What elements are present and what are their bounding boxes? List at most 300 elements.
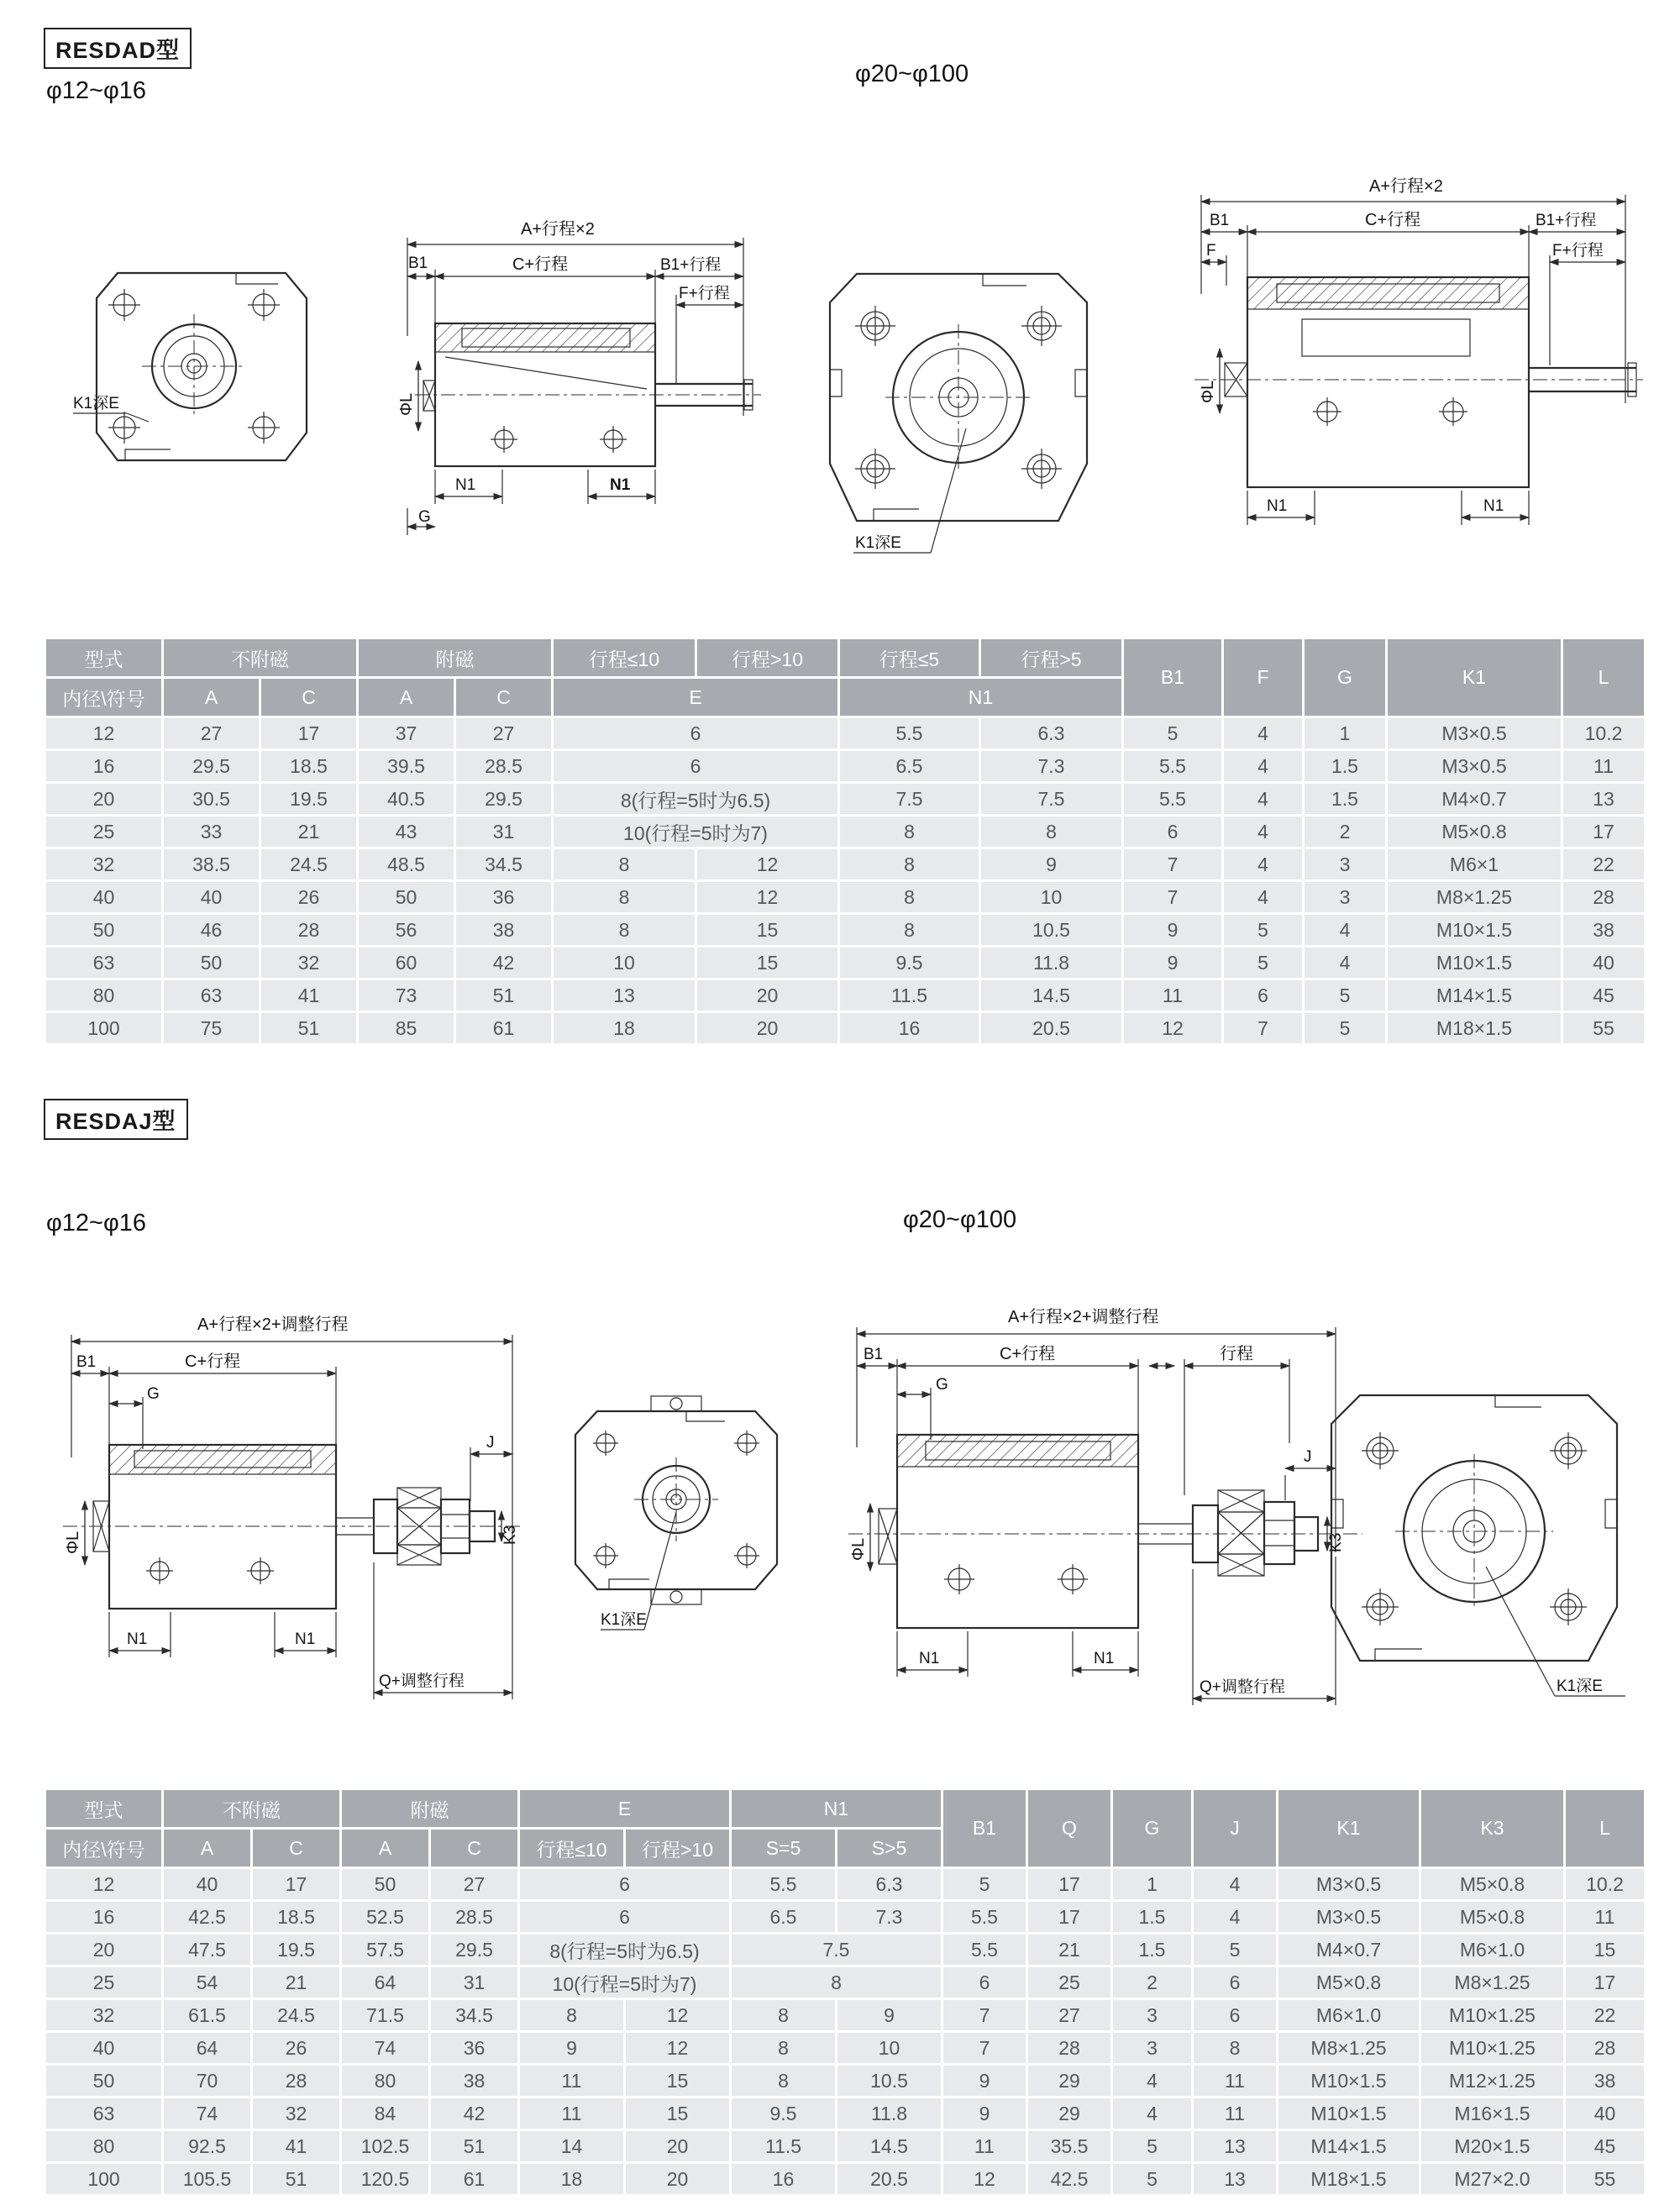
table-cell: 12 — [46, 718, 161, 748]
table-cell: 92.5 — [164, 2131, 250, 2161]
table-cell: 5 — [943, 1869, 1026, 1899]
table-cell: 56 — [359, 915, 454, 945]
table-cell: 8 — [732, 2033, 835, 2063]
col-header-stroke-gt10: 行程>10 — [697, 639, 837, 676]
dim-j: J — [486, 1434, 495, 1452]
table-cell: 11 — [1566, 1902, 1644, 1932]
table-cell: 4 — [1224, 718, 1302, 748]
table-cell: 38 — [431, 2066, 517, 2096]
table-cell: M4×0.7 — [1278, 1935, 1419, 1965]
table-cell: M6×1 — [1388, 849, 1561, 879]
table-cell: 40 — [1563, 948, 1644, 978]
dim-phi-l: ΦL — [64, 1531, 82, 1554]
table-cell: 1.5 — [1305, 751, 1385, 781]
table-cell: M10×1.25 — [1421, 2033, 1563, 2063]
table-cell: 55 — [1566, 2164, 1644, 2194]
col-header-q: Q — [1028, 1790, 1110, 1867]
table-cell: 3 — [1113, 2000, 1191, 2030]
table-cell: 16 — [840, 1013, 979, 1043]
table-cell: 38.5 — [164, 849, 259, 879]
table-cell: 8 — [554, 849, 695, 879]
dim-a-adjust: A+行程×2+调整行程 — [197, 1315, 349, 1334]
table-cell: 8 — [554, 882, 695, 912]
table-cell: 5 — [1194, 1935, 1276, 1965]
table-row — [46, 2000, 1644, 2030]
table-cell: 2 — [1113, 1967, 1191, 1998]
col-header-e: E — [554, 679, 837, 716]
table-cell: M5×0.8 — [1278, 1967, 1419, 1998]
table-cell: 42 — [456, 948, 551, 978]
table-cell: M10×1.5 — [1388, 915, 1561, 945]
table-cell: 28 — [1566, 2033, 1644, 2063]
table-cell: 20 — [626, 2164, 729, 2194]
table-cell: 5.5 — [732, 1869, 835, 1899]
dim-n1-right: N1 — [610, 476, 631, 494]
table-cell: 28.5 — [431, 1902, 517, 1932]
table-cell: 14 — [520, 2131, 623, 2161]
table-cell: M10×1.25 — [1421, 2000, 1563, 2030]
table-cell: 11 — [1124, 980, 1221, 1011]
dim-n1-right: N1 — [1094, 1650, 1115, 1667]
table-cell: 16 — [46, 751, 161, 781]
resdad-front-view-large — [806, 252, 1126, 580]
table-cell: 15 — [1566, 1935, 1644, 1965]
table-cell: 1.5 — [1113, 1902, 1191, 1932]
table-cell: 7 — [1224, 1013, 1302, 1043]
table-cell: 21 — [1028, 1935, 1110, 1965]
table-cell: M18×1.5 — [1278, 2164, 1419, 2194]
table-row — [46, 915, 1644, 945]
table-cell: 38 — [456, 915, 551, 945]
table-cell: 6.3 — [837, 1869, 941, 1899]
table-cell: 8 — [732, 2066, 835, 2096]
dim-f: F — [1206, 242, 1216, 260]
table-cell: 50 — [359, 882, 454, 912]
table-cell: 9 — [520, 2033, 623, 2063]
dim-a-stroke2: A+行程×2 — [521, 220, 595, 239]
table-cell: 5 — [1305, 980, 1385, 1011]
table-cell: 7.5 — [981, 784, 1121, 814]
dim-n1-right: N1 — [295, 1630, 316, 1648]
col-header-type: 型式 — [46, 1790, 161, 1827]
table-cell: 4 — [1305, 915, 1385, 945]
table-cell: 47.5 — [164, 1935, 250, 1965]
col-header-b1: B1 — [943, 1790, 1026, 1867]
table-cell: M3×0.5 — [1388, 751, 1561, 781]
table-cell: 8 — [1194, 2033, 1276, 2063]
table-cell: 10.5 — [981, 915, 1121, 945]
table-cell: 64 — [342, 1967, 428, 1998]
table-cell: 11 — [1563, 751, 1644, 781]
resdad-side-view-large — [1176, 151, 1646, 554]
table-cell: 8 — [520, 2000, 623, 2030]
bore-range-large: φ20~φ100 — [855, 60, 969, 87]
table-cell: 32 — [253, 2098, 339, 2129]
table-cell: 64 — [164, 2033, 250, 2063]
table-cell: 10(行程=5时为7) — [520, 1967, 729, 1998]
table-cell: 14.5 — [837, 2131, 941, 2161]
table-row — [46, 1013, 1644, 1043]
table-cell: 12 — [697, 849, 837, 879]
table-cell: 18.5 — [261, 751, 356, 781]
table-cell: 19.5 — [253, 1935, 339, 1965]
table-cell: 13 — [1194, 2164, 1276, 2194]
table-cell: 20 — [697, 1013, 837, 1043]
table-cell: 32 — [46, 849, 161, 879]
table-row — [46, 948, 1644, 978]
table-cell: 41 — [261, 980, 356, 1011]
dim-phi-l: ΦL — [1199, 380, 1217, 403]
col-header-stroke-gt5: 行程>5 — [981, 639, 1121, 676]
bore-range-large: φ20~φ100 — [903, 1206, 1017, 1233]
table-cell: 9.5 — [840, 948, 979, 978]
table-cell: 13 — [554, 980, 695, 1011]
col-header-s-eq5: S=5 — [732, 1830, 835, 1867]
dim-c-stroke: C+行程 — [1365, 211, 1421, 229]
table-cell: 42.5 — [1028, 2164, 1110, 2194]
table-cell: 42 — [431, 2098, 517, 2129]
dim-g: G — [936, 1376, 948, 1394]
dim-a-stroke2: A+行程×2 — [1369, 177, 1443, 196]
table-row — [46, 1935, 1644, 1965]
table-cell: 63 — [164, 980, 259, 1011]
table-cell: 6.3 — [981, 718, 1121, 748]
col-header-a: A — [359, 679, 454, 716]
dim-phi-l: ΦL — [397, 392, 416, 416]
col-header-g: G — [1113, 1790, 1191, 1867]
table-cell: 9 — [1124, 915, 1221, 945]
table-cell: 85 — [359, 1013, 454, 1043]
table-cell: 11.8 — [837, 2098, 941, 2129]
dim-g: G — [147, 1385, 160, 1403]
table-cell: M6×1.0 — [1421, 1935, 1563, 1965]
table-cell: 27 — [456, 718, 551, 748]
table-cell: 11 — [1194, 2066, 1276, 2096]
table-cell: 29 — [1028, 2098, 1110, 2129]
k1-depth-label: K1深E — [1557, 1678, 1603, 1695]
table-cell: 16 — [46, 1902, 161, 1932]
resdad-dimension-table — [44, 637, 1646, 1046]
table-cell: 4 — [1224, 816, 1302, 847]
dim-b1: B1 — [76, 1353, 97, 1371]
table-row — [46, 2098, 1644, 2129]
table-row — [46, 718, 1644, 748]
table-cell: 61.5 — [164, 2000, 250, 2030]
col-header-no-magnet: 不附磁 — [164, 639, 356, 676]
table-cell: 61 — [431, 2164, 517, 2194]
dim-q-adjust: Q+调整行程 — [1200, 1678, 1285, 1696]
table-cell: M8×1.25 — [1278, 2033, 1419, 2063]
col-header-stroke-le10: 行程≤10 — [520, 1830, 623, 1867]
table-cell: 9 — [981, 849, 1121, 879]
resdad-front-view-small — [71, 252, 332, 512]
table-cell: 24.5 — [261, 849, 356, 879]
table-cell: 11 — [520, 2066, 623, 2096]
table-cell: M6×1.0 — [1278, 2000, 1419, 2030]
table-cell: 32 — [46, 2000, 161, 2030]
table-cell: 38 — [1563, 915, 1644, 945]
table-cell: 8 — [554, 915, 695, 945]
table-cell: 51 — [456, 980, 551, 1011]
table-cell: 10.2 — [1566, 1869, 1644, 1899]
table-cell: 100 — [46, 1013, 161, 1043]
table-cell: 28.5 — [456, 751, 551, 781]
table-cell: M18×1.5 — [1388, 1013, 1561, 1043]
table-cell: 25 — [1028, 1967, 1110, 1998]
table-cell: 4 — [1224, 882, 1302, 912]
col-header-n1: N1 — [840, 679, 1121, 716]
table-cell: M5×0.8 — [1421, 1869, 1563, 1899]
table-cell: 5 — [1224, 948, 1302, 978]
table-cell: 18.5 — [253, 1902, 339, 1932]
table-cell: M5×0.8 — [1421, 1902, 1563, 1932]
table-cell: 28 — [1563, 882, 1644, 912]
table-cell: M16×1.5 — [1421, 2098, 1563, 2129]
dim-n1-right: N1 — [1483, 497, 1504, 515]
table-cell: M10×1.5 — [1278, 2066, 1419, 2096]
table-cell: 57.5 — [342, 1935, 428, 1965]
table-cell: M27×2.0 — [1421, 2164, 1563, 2194]
dim-c-stroke: C+行程 — [185, 1352, 241, 1371]
table-cell: 5 — [1305, 1013, 1385, 1043]
table-cell: 28 — [261, 915, 356, 945]
bore-range-small: φ12~φ16 — [46, 77, 147, 104]
col-header-c: C — [431, 1830, 517, 1867]
k1-depth-label: K1深E — [73, 395, 119, 412]
table-cell: 40 — [164, 882, 259, 912]
table-cell: 20.5 — [981, 1013, 1121, 1043]
col-header-a: A — [164, 679, 259, 716]
table-cell: 15 — [697, 948, 837, 978]
resdaj-side-view-small — [46, 1281, 533, 1739]
table-cell: 22 — [1563, 849, 1644, 879]
col-header-bore: 内径\符号 — [46, 679, 161, 716]
table-cell: 40 — [46, 882, 161, 912]
table-cell: 27 — [1028, 2000, 1110, 2030]
table-cell: 5 — [1124, 718, 1221, 748]
table-cell: 18 — [554, 1013, 695, 1043]
table-cell: M14×1.5 — [1278, 2131, 1419, 2161]
col-header-f: F — [1224, 639, 1302, 716]
dim-n1-left: N1 — [455, 476, 476, 494]
table-cell: 5 — [1224, 915, 1302, 945]
col-header-l: L — [1563, 639, 1644, 716]
resdad-side-view-small — [378, 189, 764, 567]
table-cell: 61 — [456, 1013, 551, 1043]
table-cell: 38 — [1566, 2066, 1644, 2096]
k1-depth-label: K1深E — [855, 534, 901, 552]
table-cell: 39.5 — [359, 751, 454, 781]
table-cell: 10 — [837, 2033, 941, 2063]
table-cell: 12 — [626, 2000, 729, 2030]
table-cell: 12 — [697, 882, 837, 912]
table-cell: 7.3 — [837, 1902, 941, 1932]
table-cell: 7.3 — [981, 751, 1121, 781]
dim-g: G — [418, 508, 431, 526]
table-cell: 8 — [840, 915, 979, 945]
dim-f-stroke: F+行程 — [1552, 242, 1604, 260]
table-cell: 21 — [253, 1967, 339, 1998]
table-cell: 4 — [1305, 948, 1385, 978]
table-cell: 6 — [554, 718, 837, 748]
table-cell: 25 — [46, 816, 161, 847]
table-cell: 45 — [1566, 2131, 1644, 2161]
col-header-n1: N1 — [732, 1790, 941, 1827]
table-cell: 28 — [1028, 2033, 1110, 2063]
table-cell: 17 — [1028, 1902, 1110, 1932]
table-cell: 5.5 — [1124, 751, 1221, 781]
table-row — [46, 2033, 1644, 2063]
col-header-a: A — [164, 1830, 250, 1867]
table-cell: 7.5 — [840, 784, 979, 814]
col-header-c: C — [456, 679, 551, 716]
dim-a-adjust: A+行程×2+调整行程 — [1008, 1308, 1159, 1326]
table-row — [46, 1967, 1644, 1998]
col-header-j: J — [1194, 1790, 1276, 1867]
table-cell: 14.5 — [981, 980, 1121, 1011]
table-cell: 100 — [46, 2164, 161, 2194]
table-cell: 34.5 — [431, 2000, 517, 2030]
table-cell: 9 — [943, 2066, 1026, 2096]
table-cell: 4 — [1194, 1869, 1276, 1899]
table-cell: 6 — [554, 751, 837, 781]
table-cell: 1 — [1113, 1869, 1191, 1899]
table-cell: 63 — [46, 2098, 161, 2129]
table-cell: 4 — [1224, 784, 1302, 814]
dim-b1: B1 — [864, 1346, 884, 1363]
col-header-bore: 内径\符号 — [46, 1830, 161, 1867]
table-cell: 52.5 — [342, 1902, 428, 1932]
table-cell: 20 — [46, 1935, 161, 1965]
table-cell: 9.5 — [732, 2098, 835, 2129]
table-cell: 6.5 — [732, 1902, 835, 1932]
table-cell: 4 — [1224, 751, 1302, 781]
table-row — [46, 2066, 1644, 2096]
table-cell: 3 — [1113, 2033, 1191, 2063]
table-cell: 4 — [1113, 2066, 1191, 2096]
table-cell: 120.5 — [342, 2164, 428, 2194]
table-cell: 8(行程=5时为6.5) — [520, 1935, 729, 1965]
table-cell: 10(行程=5时为7) — [554, 816, 837, 847]
table-cell: 1 — [1305, 718, 1385, 748]
table-cell: 50 — [164, 948, 259, 978]
table-cell: 20 — [626, 2131, 729, 2161]
table-cell: 30.5 — [164, 784, 259, 814]
table-row — [46, 2164, 1644, 2194]
table-cell: 10 — [554, 948, 695, 978]
col-header-a: A — [342, 1830, 428, 1867]
table-cell: 6 — [1224, 980, 1302, 1011]
dim-b1-stroke: B1+行程 — [1536, 212, 1597, 229]
table-cell: 70 — [164, 2066, 250, 2096]
table-cell: 37 — [359, 718, 454, 748]
table-cell: 73 — [359, 980, 454, 1011]
table-cell: 21 — [261, 816, 356, 847]
table-cell: M14×1.5 — [1388, 980, 1561, 1011]
col-header-stroke-gt10: 行程>10 — [626, 1830, 729, 1867]
table-cell: 36 — [456, 882, 551, 912]
dim-q-adjust: Q+调整行程 — [379, 1672, 465, 1690]
table-cell: 11 — [943, 2131, 1026, 2161]
table-cell: 20 — [46, 784, 161, 814]
table-cell: 102.5 — [342, 2131, 428, 2161]
table-row — [46, 882, 1644, 912]
table-cell: 11.8 — [981, 948, 1121, 978]
table-cell: 26 — [261, 882, 356, 912]
table-cell: 15 — [626, 2066, 729, 2096]
table-cell: 5.5 — [943, 1935, 1026, 1965]
table-row — [46, 1902, 1644, 1932]
table-cell: 12 — [626, 2033, 729, 2063]
dim-k3: K3 — [501, 1525, 519, 1545]
resdaj-front-view-small — [550, 1386, 802, 1646]
table-row — [46, 980, 1644, 1011]
col-header-no-magnet: 不附磁 — [164, 1790, 339, 1827]
table-cell: 9 — [837, 2000, 941, 2030]
table-cell: 24.5 — [253, 2000, 339, 2030]
table-cell: 80 — [46, 2131, 161, 2161]
table-cell: 48.5 — [359, 849, 454, 879]
table-cell: 10.2 — [1563, 718, 1644, 748]
table-cell: 15 — [697, 915, 837, 945]
dim-stroke: 行程 — [1220, 1345, 1253, 1363]
table-cell: 75 — [164, 1013, 259, 1043]
table-cell: 8 — [981, 816, 1121, 847]
table-cell: 18 — [520, 2164, 623, 2194]
col-header-s-gt5: S>5 — [837, 1830, 941, 1867]
table-cell: 15 — [626, 2098, 729, 2129]
table-cell: 45 — [1563, 980, 1644, 1011]
table-cell: 46 — [164, 915, 259, 945]
table-cell: 20.5 — [837, 2164, 941, 2194]
table-cell: 10.5 — [837, 2066, 941, 2096]
table-cell: 7 — [943, 2000, 1026, 2030]
header-row-1 — [46, 639, 1644, 676]
table-cell: 17 — [261, 718, 356, 748]
table-cell: 80 — [342, 2066, 428, 2096]
resdaj-front-view-large — [1306, 1373, 1642, 1718]
col-header-k1: K1 — [1388, 639, 1561, 716]
table-cell: M10×1.5 — [1388, 948, 1561, 978]
col-header-type: 型式 — [46, 639, 161, 676]
table-cell: 5 — [1113, 2131, 1191, 2161]
table-cell: 29 — [1028, 2066, 1110, 2096]
table-cell: 40 — [46, 2033, 161, 2063]
dim-n1-left: N1 — [919, 1650, 940, 1667]
table-cell: 5 — [1113, 2164, 1191, 2194]
table-cell: 7.5 — [732, 1935, 941, 1965]
table-cell: 50 — [342, 1869, 428, 1899]
table-cell: 3 — [1305, 849, 1385, 879]
col-header-stroke-le5: 行程≤5 — [840, 639, 979, 676]
col-header-magnet: 附磁 — [359, 639, 551, 676]
dim-b1: B1 — [408, 255, 428, 272]
table-cell: 1.5 — [1305, 784, 1385, 814]
k1-depth-label: K1深E — [601, 1611, 647, 1629]
table-cell: 8 — [732, 2000, 835, 2030]
dim-f-stroke: F+行程 — [679, 285, 730, 302]
table-cell: 8 — [840, 882, 979, 912]
table-cell: M8×1.25 — [1421, 1967, 1563, 1998]
table-cell: 74 — [342, 2033, 428, 2063]
dim-b1-stroke: B1+行程 — [660, 256, 722, 274]
table-cell: 6 — [520, 1869, 729, 1899]
col-header-b1: B1 — [1124, 639, 1221, 716]
table-cell: 6 — [520, 1902, 729, 1932]
table-cell: 4 — [1194, 1902, 1276, 1932]
table-cell: 17 — [1028, 1869, 1110, 1899]
table-cell: 31 — [456, 816, 551, 847]
